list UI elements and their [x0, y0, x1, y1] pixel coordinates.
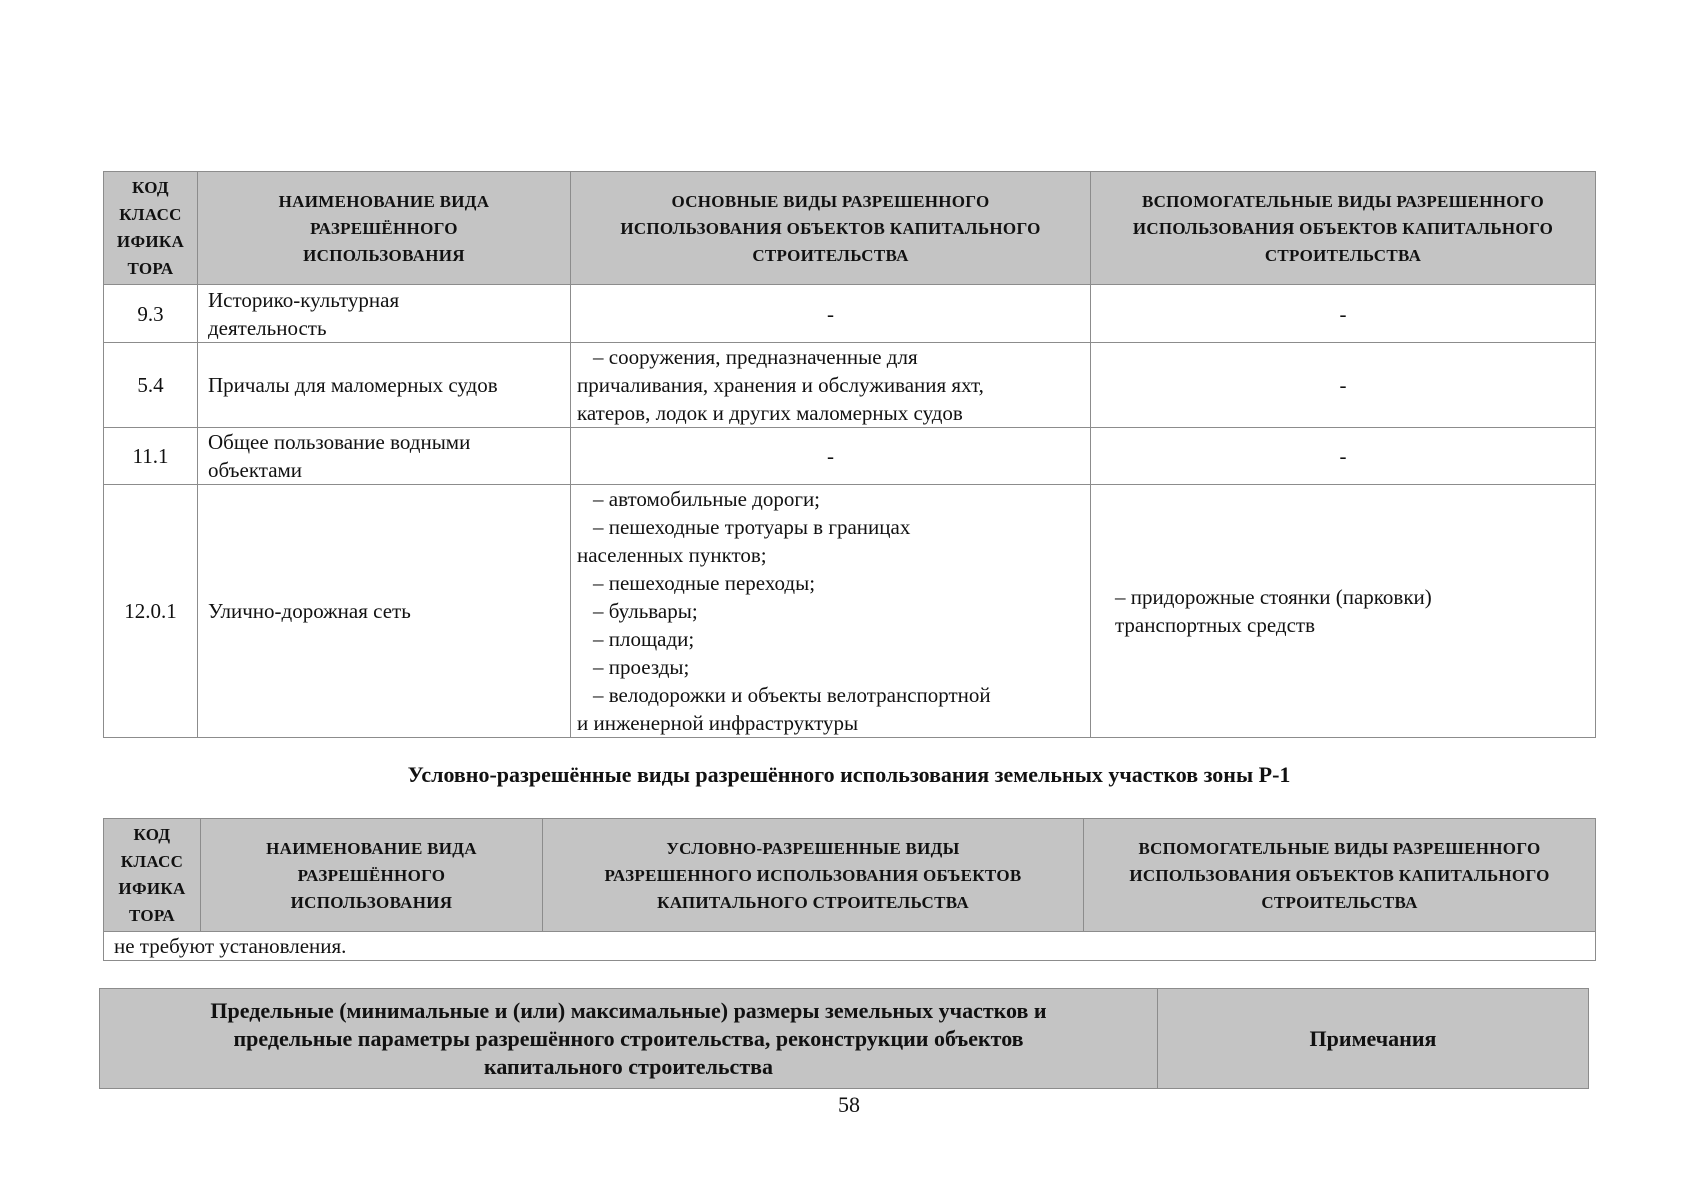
- table-row: [104, 428, 1596, 485]
- permitted-uses-table: [103, 171, 1596, 738]
- table-header-row: [100, 989, 1589, 1089]
- list-item-continuation: катеров, лодок и других маломерных судов: [577, 401, 963, 425]
- list-item: – пешеходные тротуары в границах: [593, 515, 911, 539]
- list-item: – придорожные стоянки (парковки): [1115, 585, 1432, 609]
- list-item: – бульвары;: [593, 599, 698, 623]
- list-item: – проезды;: [593, 655, 690, 679]
- header-aux-uses: ВСПОМОГАТЕЛЬНЫЕ ВИДЫ РАЗРЕШЕННОГО ИСПОЛЬЗОВАНИЯ ОБЪЕКТОВ КАПИТАЛЬНОГО СТРОИТЕЛЬСТВА: [1091, 172, 1596, 285]
- header-code: КОД КЛАСС ИФИКА ТОРА: [104, 172, 198, 285]
- list-item: – велодорожки и объекты велотранспортной: [593, 683, 991, 707]
- table-row: [104, 932, 1596, 961]
- header-code: КОД КЛАСС ИФИКА ТОРА: [104, 819, 201, 932]
- section-heading: Условно-разрешённые виды разрешённого использования земельных участков зоны Р-1: [407, 762, 1291, 787]
- cell-code: 9.3: [104, 285, 198, 343]
- table-row: [104, 485, 1596, 738]
- cell-name: Общее пользование водными объектами: [198, 428, 571, 485]
- header-limits: Предельные (минимальные и (или) максимальные) размеры земельных участков и предельные параметры разрешённого строительства, реконструкции объектов капитального строительства: [100, 989, 1158, 1089]
- list-item-continuation: транспортных средств: [1115, 613, 1316, 637]
- cell-aux-uses: -: [1091, 428, 1596, 485]
- table-row: [104, 343, 1596, 428]
- header-conditional-uses: УСЛОВНО-РАЗРЕШЕННЫЕ ВИДЫ РАЗРЕШЕННОГО ИСПОЛЬЗОВАНИЯ ОБЪЕКТОВ КАПИТАЛЬНОГО СТРОИТЕЛЬСТВА: [543, 819, 1084, 932]
- list-item-continuation: и инженерной инфраструктуры: [577, 711, 859, 735]
- list-item-continuation: причаливания, хранения и обслуживания яхт,: [577, 373, 984, 397]
- header-notes: Примечания: [1158, 989, 1589, 1089]
- cell-code: 11.1: [104, 428, 198, 485]
- cell-main-uses: [571, 343, 1091, 428]
- header-name: НАИМЕНОВАНИЕ ВИДА РАЗРЕШЁННОГО ИСПОЛЬЗОВАНИЯ: [201, 819, 543, 932]
- cell-code: 5.4: [104, 343, 198, 428]
- cell-main-uses: [571, 485, 1091, 738]
- limits-table: [99, 988, 1589, 1089]
- cell-name: Причалы для маломерных судов: [198, 343, 571, 428]
- list-item: – автомобильные дороги;: [593, 487, 821, 511]
- cell-aux-uses: [1091, 485, 1596, 738]
- conditional-uses-table: [103, 818, 1596, 961]
- header-main-uses: ОСНОВНЫЕ ВИДЫ РАЗРЕШЕННОГО ИСПОЛЬЗОВАНИЯ ОБЪЕКТОВ КАПИТАЛЬНОГО СТРОИТЕЛЬСТВА: [571, 172, 1091, 285]
- header-name: НАИМЕНОВАНИЕ ВИДА РАЗРЕШЁННОГО ИСПОЛЬЗОВАНИЯ: [198, 172, 571, 285]
- table-row: [104, 285, 1596, 343]
- cell-name: Историко-культурная деятельность: [198, 285, 571, 343]
- empty-note: не требуют установления.: [104, 932, 1596, 961]
- table-header-row: [104, 172, 1596, 285]
- cell-main-uses: -: [571, 285, 1091, 343]
- list-item: – сооружения, предназначенные для: [593, 345, 918, 369]
- cell-aux-uses: -: [1091, 285, 1596, 343]
- cell-aux-uses: -: [1091, 343, 1596, 428]
- page-number: 58: [838, 1092, 860, 1117]
- cell-name: Улично-дорожная сеть: [198, 485, 571, 738]
- cell-code: 12.0.1: [104, 485, 198, 738]
- cell-main-uses: -: [571, 428, 1091, 485]
- list-item-continuation: населенных пунктов;: [577, 543, 767, 567]
- list-item: – пешеходные переходы;: [593, 571, 816, 595]
- table-header-row: [104, 819, 1596, 932]
- header-aux-uses: ВСПОМОГАТЕЛЬНЫЕ ВИДЫ РАЗРЕШЕННОГО ИСПОЛЬЗОВАНИЯ ОБЪЕКТОВ КАПИТАЛЬНОГО СТРОИТЕЛЬСТВА: [1084, 819, 1596, 932]
- list-item: – площади;: [593, 627, 695, 651]
